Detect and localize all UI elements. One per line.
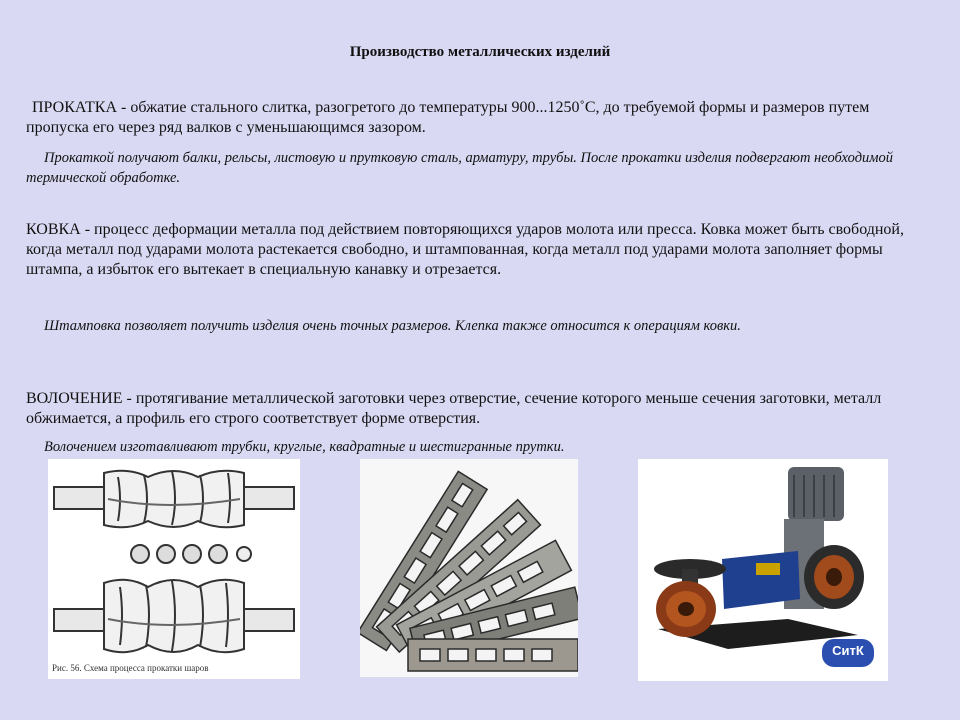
rolling-diagram-caption: Рис. 56. Схема процесса прокатки шаров [52, 663, 209, 673]
drawing-note: Волочением изготавливают трубки, круглые, квадратные и шестигранные прутки. [44, 439, 565, 455]
rolling-paragraph: ПРОКАТКА - обжатие стального слитка, разогретого до температуры 900...1250˚С, до требуемой формы и размеров путем пропуска его через ряд валков с уменьшающимся зазором. [26, 99, 870, 136]
drawing-paragraph: ВОЛОЧЕНИЕ - протягивание металлической заготовки через отверстие, сечение которого меньше сечения заготовки, металл обжимается, а профиль его строго соответствует форме отверстия. [26, 390, 882, 427]
stamped-profiles-drawing [360, 459, 578, 677]
forging-note: Штамповка позволяет получить изделия очень точных размеров. Клепка также относится к операциям ковки. [44, 318, 741, 334]
rolling-diagram-drawing [48, 459, 300, 679]
drawing-machine-image [638, 459, 888, 681]
manufacturer-logo: СитК [832, 643, 864, 658]
rolling-note: Прокаткой получают балки, рельсы, листовую и прутковую сталь, арматуру, трубы. После прокатки изделия подвергают необходимой термической обработке. [26, 150, 894, 186]
stamped-profiles-image [360, 459, 578, 677]
page-title: Производство металлических изделий [349, 44, 611, 60]
forging-paragraph: КОВКА - процесс деформации металла под действием повторяющихся ударов молота или пресса. Ковка может быть свободной, когда металл под ударами молота растекается свободно, и штампованная, когда металл под ударами молота заполняет формы штампа, а избыток его вытекает в специальную канавку и отрезается. [26, 221, 904, 278]
rolling-diagram-image [48, 459, 300, 679]
